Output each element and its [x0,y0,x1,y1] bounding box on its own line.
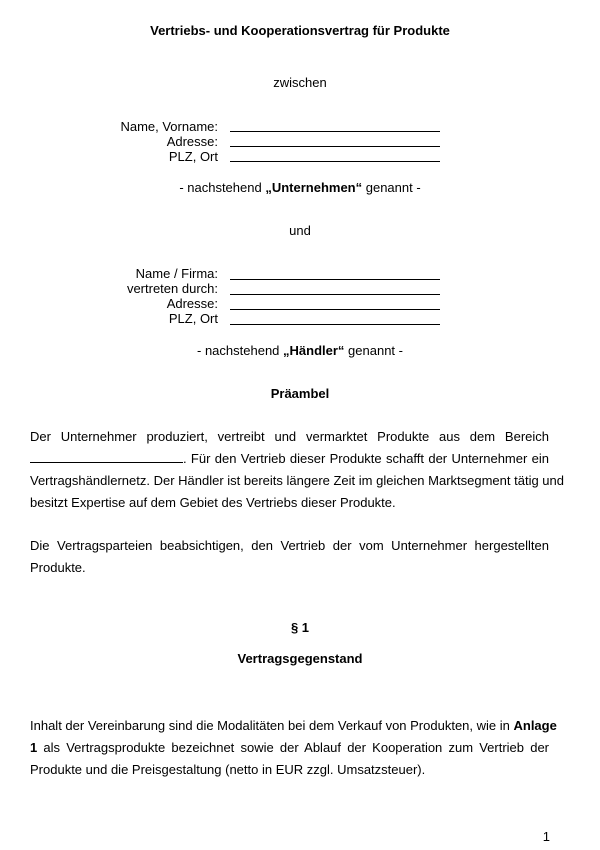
section-1-number: § 1 [290,620,310,635]
party2-label-address: Adresse: [166,296,218,311]
party2-line-zip-city[interactable] [230,324,440,325]
party2-label-represented: vertreten durch: [126,281,218,296]
annex-reference-part-1: Anlage [513,718,557,733]
preamble-paragraph-1 [30,426,564,514]
preamble-p1-line-2-text: . Für den Vertrieb dieser Produkte schafft der Unternehmer ein [183,451,549,466]
party2-label-zip-city: PLZ, Ort [168,311,218,326]
party1-designation [0,180,600,195]
section-1-line-1 [30,715,557,737]
preamble-p1-line-2 [30,448,549,470]
preamble-p2-line-1: Die Vertragsparteien beabsichtigen, den Vertrieb der vom Unternehmer hergestellten [30,538,549,553]
annex-reference-part-2: 1 [30,740,38,755]
party1-line-address[interactable] [230,146,440,147]
section-1-paragraph [30,715,557,781]
section-1-line-2 [30,737,549,759]
party1-designation-name: „Unternehmen“ [265,180,363,195]
party2-designation-name: „Händler“ [283,343,345,358]
section-1-heading: Vertragsgegenstand [237,651,363,666]
section-1-line-1-text: Inhalt der Vereinbarung sind die Modalitäten bei dem Verkauf von Produkten, wie in [30,718,514,733]
party2-line-company[interactable] [230,279,440,280]
party2-label-company: Name / Firma: [135,266,218,281]
preamble-p2-line-2: Produkte. [30,560,86,575]
party1-line-name[interactable] [230,131,440,132]
party2-line-address[interactable] [230,309,440,310]
party1-designation-prefix: - nachstehend [179,180,266,195]
between-text: zwischen [273,75,327,90]
preamble-heading: Präambel [270,386,330,401]
party2-designation-prefix: - nachstehend [197,343,284,358]
party1-label-name: Name, Vorname: [120,119,218,134]
party2-designation [0,343,600,358]
party1-label-zip-city: PLZ, Ort [168,149,218,164]
section-1-line-3: Produkte und die Preisgestaltung (netto in EUR zzgl. Umsatzsteuer). [30,762,426,777]
page-number: 1 [542,829,550,844]
party1-designation-suffix: genannt - [362,180,421,195]
preamble-p1-line-4: besitzt Expertise auf dem Gebiet des Vertriebs dieser Produkte. [30,495,396,510]
party2-designation-suffix: genannt - [344,343,403,358]
party1-label-address: Adresse: [166,134,218,149]
preamble-p1-line-3: Vertragshändlernetz. Der Händler ist bereits längere Zeit im gleichen Marktsegment tätig und [30,473,564,488]
product-area-blank[interactable] [30,450,183,463]
document-title: Vertriebs- und Kooperationsvertrag für Produkte [150,23,450,38]
preamble-paragraph-2 [30,535,549,579]
preamble-p1-line-1: Der Unternehmer produziert, vertreibt und vermarktet Produkte aus dem Bereich [30,429,549,444]
party1-line-zip-city[interactable] [230,161,440,162]
and-text: und [289,223,311,238]
section-1-line-2-text: als Vertragsprodukte bezeichnet sowie der Ablauf der Kooperation zum Vertrieb der [37,740,549,755]
party2-line-represented[interactable] [230,294,440,295]
